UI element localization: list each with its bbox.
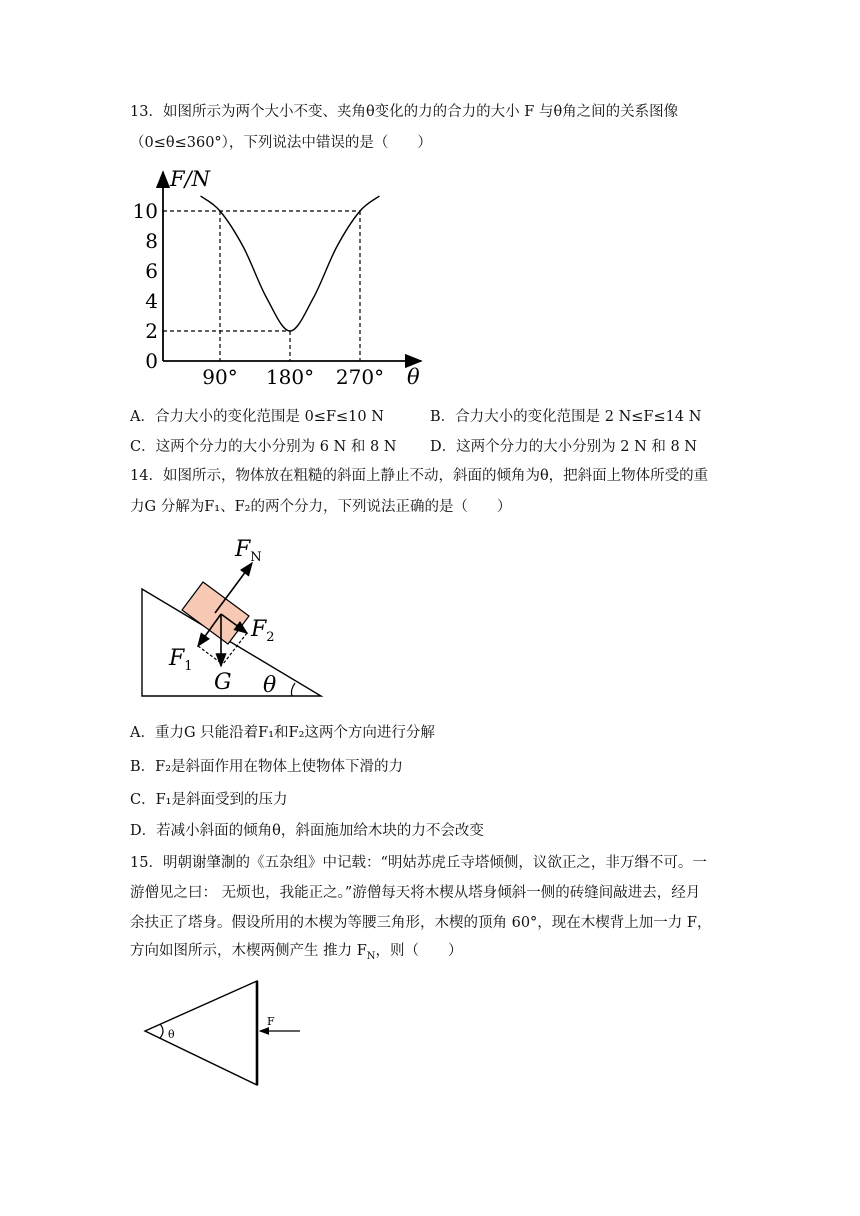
angle-arc (291, 683, 295, 696)
q13-text-line1: 13．如图所示为两个大小不变、夹角θ变化的力的合力的大小 F 与θ角之间的关系图像 (130, 104, 679, 120)
resultant-force-curve (201, 196, 380, 331)
f1-label: $F_1$ (169, 646, 193, 674)
q14-option-a[interactable]: A．重力G 只能沿着F₁和F₂这两个方向进行分解 (130, 725, 435, 741)
x-tick-label: 90° (202, 365, 238, 389)
q13-option-d[interactable]: D．这两个分力的大小分别为 2 N 和 8 N (430, 439, 697, 455)
y-axis-label: F/N (170, 167, 211, 191)
wedge (145, 981, 257, 1085)
y-tick-label: 10 (132, 199, 158, 223)
x-tick-label: 270° (335, 365, 385, 389)
g-label: G (214, 670, 232, 695)
q15-text-line3: 余扶正了塔身。假设所用的木楔为等腰三角形，木楔的顶角 60°，现在木楔背上加一力 F， (130, 915, 712, 931)
theta-label: θ (263, 673, 277, 698)
q14-option-b[interactable]: B．F₂是斜面作用在物体上使物体下滑的力 (130, 759, 404, 775)
y-tick-label: 2 (145, 319, 158, 343)
y-tick-label: 4 (145, 289, 158, 313)
q15-text-line2: 游僧见之曰： 无烦也，我能正之。”游僧每天将木楔从塔身倾斜一侧的砖缝间敲进去，经月 (130, 885, 701, 901)
y-tick-label: 8 (145, 229, 158, 253)
q15-text-line1: 15．明朝谢肇淛的《五杂组》中记载：“明姑苏虎丘寺塔倾侧，议欲正之，非万缗不可。一 (130, 855, 707, 871)
theta-label: θ (168, 1028, 175, 1041)
x-tick-labels (202, 365, 384, 389)
x-axis-label: θ (407, 365, 420, 389)
q13-text-line2: （0≤θ≤360°），下列说法中错误的是（ ） (130, 135, 432, 151)
f2-label: $F_2$ (251, 617, 275, 645)
q15-wedge-diagram (140, 976, 310, 1091)
q13-option-a[interactable]: A．合力大小的变化范围是 0≤F≤10 N (130, 409, 384, 425)
y-tick-labels (133, 199, 158, 373)
q14-option-d[interactable]: D．若减小斜面的倾角θ，斜面施加给木块的力不会改变 (130, 823, 484, 839)
q14-text-line1: 14．如图所示，物体放在粗糙的斜面上静止不动，斜面的倾角为θ，把斜面上物体所受的重 (130, 468, 709, 484)
fn-label: $F_N$ (235, 537, 262, 565)
y-tick-label: 0 (145, 349, 158, 373)
angle-arc (160, 1024, 163, 1038)
y-tick-label: 6 (145, 259, 158, 283)
q13-graph (125, 166, 425, 391)
q15-text-line4: 方向如图所示，木楔两侧产生 推力 $F_N$，则（ ） (130, 943, 463, 962)
q14-option-c[interactable]: C．F₁是斜面受到的压力 (130, 792, 288, 808)
x-tick-label: 180° (265, 365, 315, 389)
force-label: F (267, 1015, 275, 1028)
dashed-line (198, 646, 221, 663)
q13-option-c[interactable]: C．这两个分力的大小分别为 6 N 和 8 N (130, 439, 397, 455)
q13-option-b[interactable]: B．合力大小的变化范围是 2 N≤F≤14 N (430, 409, 702, 425)
q14-text-line2: 力G 分解为F₁、F₂的两个分力，下列说法正确的是（ ） (130, 499, 512, 515)
q14-incline-diagram (140, 532, 350, 702)
